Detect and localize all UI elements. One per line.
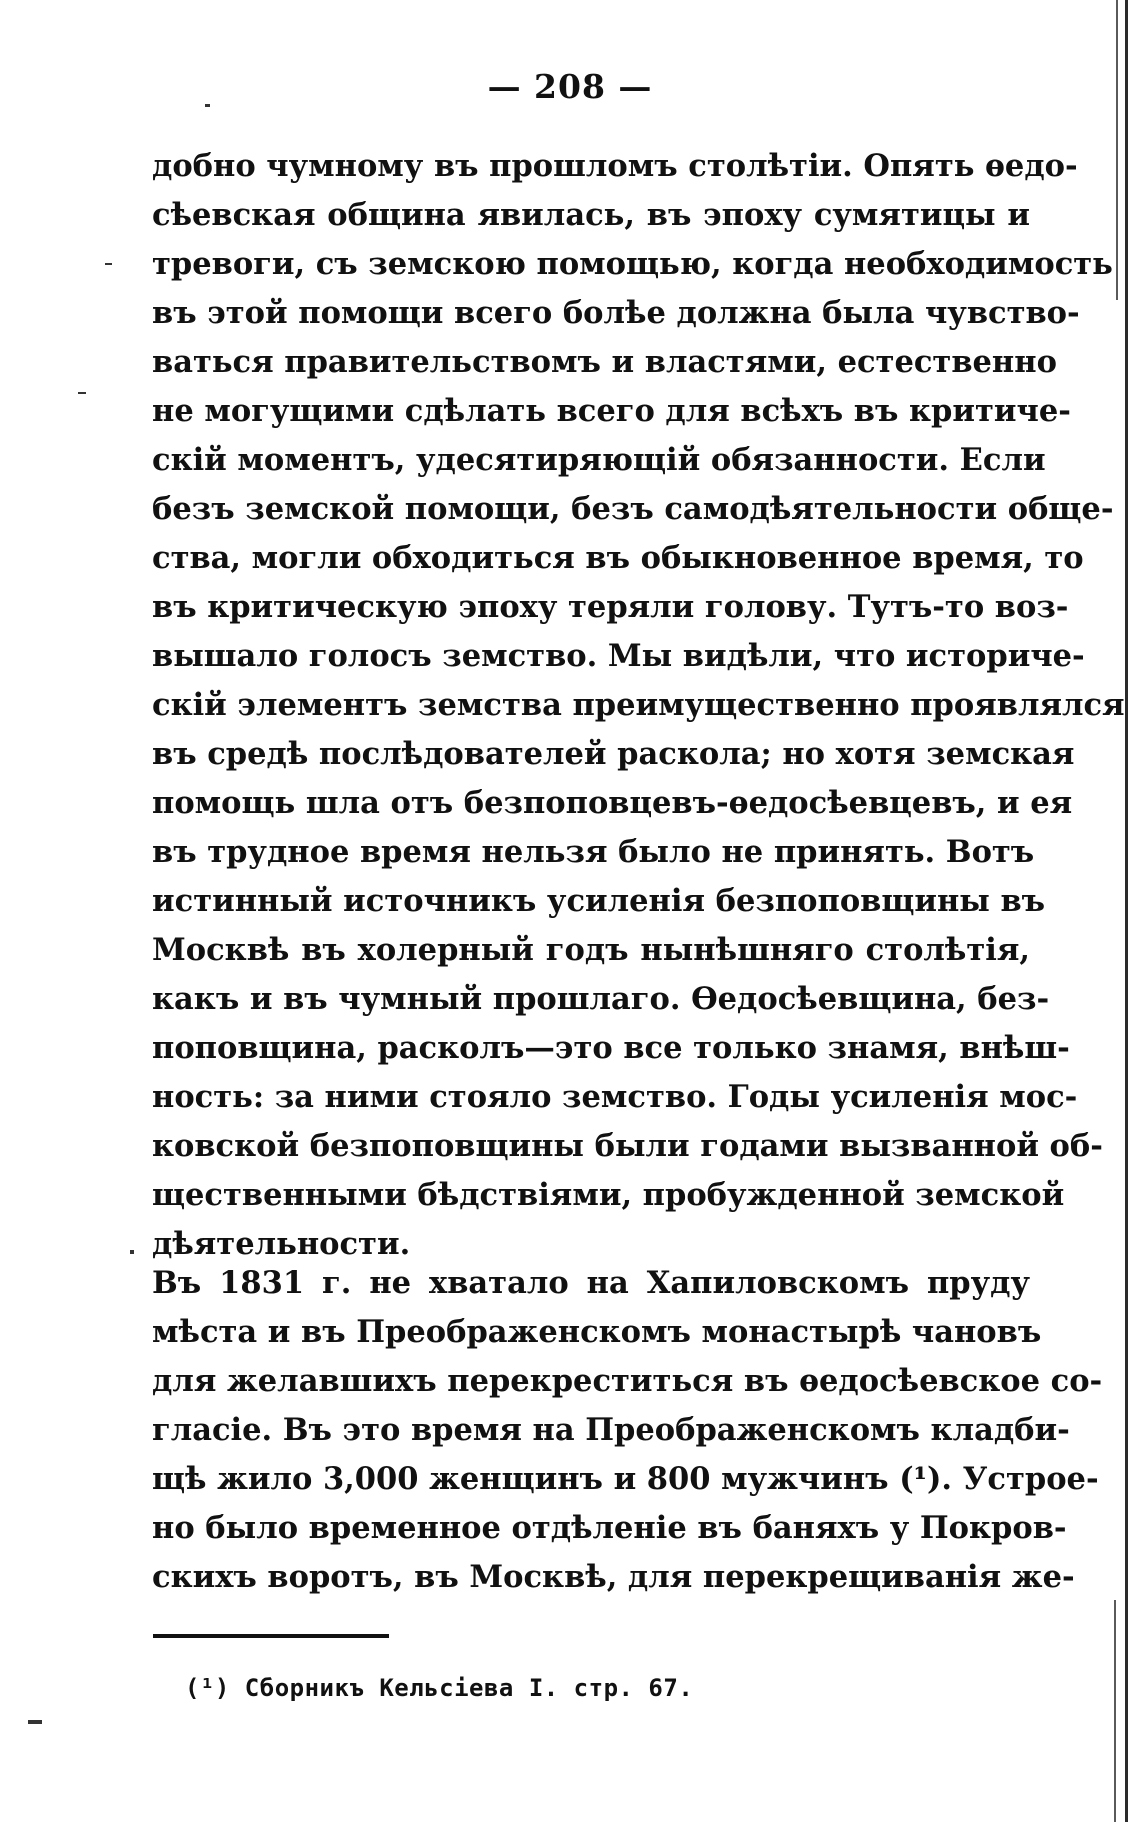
text-line: помощь шла отъ безпоповцевъ-ѳедосѣевцевъ, и ея [152, 785, 1073, 821]
text-line: какъ и въ чумный прошлаго. Ѳедосѣевщина, без- [152, 981, 1050, 1017]
paragraph-2 [152, 1259, 1103, 1602]
footnote: (¹) Сборникъ Кельсіева I. стр. 67. [185, 1674, 694, 1702]
text-line: въ средѣ послѣдователей раскола; но хотя земская [152, 736, 1075, 772]
footnote-rule [153, 1634, 389, 1638]
text-line: гласіе. Въ это время на Преображенскомъ кладби- [152, 1412, 1070, 1448]
text-line: но было временное отдѣленіе въ баняхъ у Покров- [152, 1510, 1067, 1546]
page-edge-line-inner-bottom [1114, 1600, 1116, 1822]
text-line: щѣ жило 3,000 женщинъ и 800 мужчинъ (¹). Устрое- [152, 1461, 1099, 1497]
text-line: истинный источникъ усиленія безпоповщины въ [152, 883, 1046, 919]
page-edge-line [1125, 0, 1128, 1822]
text-line: ства, могли обходиться въ обыкновенное время, то [152, 540, 1084, 576]
ink-speck [28, 1720, 42, 1724]
text-line: скій элементъ земства преимущественно проявлялся [152, 687, 1125, 723]
text-line: дѣятельности. [152, 1226, 411, 1262]
text-line: безъ земской помощи, безъ самодѣятельности обще- [152, 491, 1114, 527]
text-line: щественными бѣдствіями, пробужденной земской [152, 1177, 1065, 1213]
text-line: въ трудное время нельзя было не принять. Вотъ [152, 834, 1035, 870]
text-line: ваться правительствомъ и властями, естественно [152, 344, 1057, 380]
text-line: тревоги, съ земскою помощью, когда необходимость [152, 246, 1113, 282]
text-line: ковской безпоповщины были годами вызванной об- [152, 1128, 1103, 1164]
text-line: Въ 1831 г. не хватало на Хапиловскомъ пруду [152, 1265, 1030, 1301]
page-edge-line-inner-top [1116, 0, 1118, 300]
text-line: сѣевская община явилась, въ эпоху сумятицы и [152, 197, 1030, 233]
text-line: вышало голосъ земство. Мы видѣли, что историче- [152, 638, 1085, 674]
text-line: Москвѣ въ холерный годъ нынѣшняго столѣтія, [152, 932, 1030, 968]
text-line: скихъ воротъ, въ Москвѣ, для перекрещиванія же- [152, 1559, 1075, 1595]
page-number: — 208 — [487, 67, 653, 106]
paragraph-1 [152, 142, 1125, 1269]
text-line: не могущими сдѣлать всего для всѣхъ въ критиче- [152, 393, 1071, 429]
ink-speck [78, 392, 86, 394]
text-line: скій моментъ, удесятиряющій обязанности. Если [152, 442, 1046, 478]
text-line: мѣста и въ Преображенскомъ монастырѣ чановъ [152, 1314, 1042, 1350]
text-line: ность: за ними стояло земство. Годы усиленія мос- [152, 1079, 1078, 1115]
text-line: добно чумному въ прошломъ столѣтіи. Опять ѳедо- [152, 148, 1078, 184]
text-line: поповщина, расколъ—это все только знамя, внѣш- [152, 1030, 1070, 1066]
ink-speck [130, 1250, 134, 1254]
text-line: въ этой помощи всего болѣе должна была чувство- [152, 295, 1080, 331]
text-line: для желавшихъ перекреститься въ ѳедосѣевское со- [152, 1363, 1103, 1399]
ink-speck [105, 263, 112, 265]
text-line: въ критическую эпоху теряли голову. Тутъ-то воз- [152, 589, 1069, 625]
